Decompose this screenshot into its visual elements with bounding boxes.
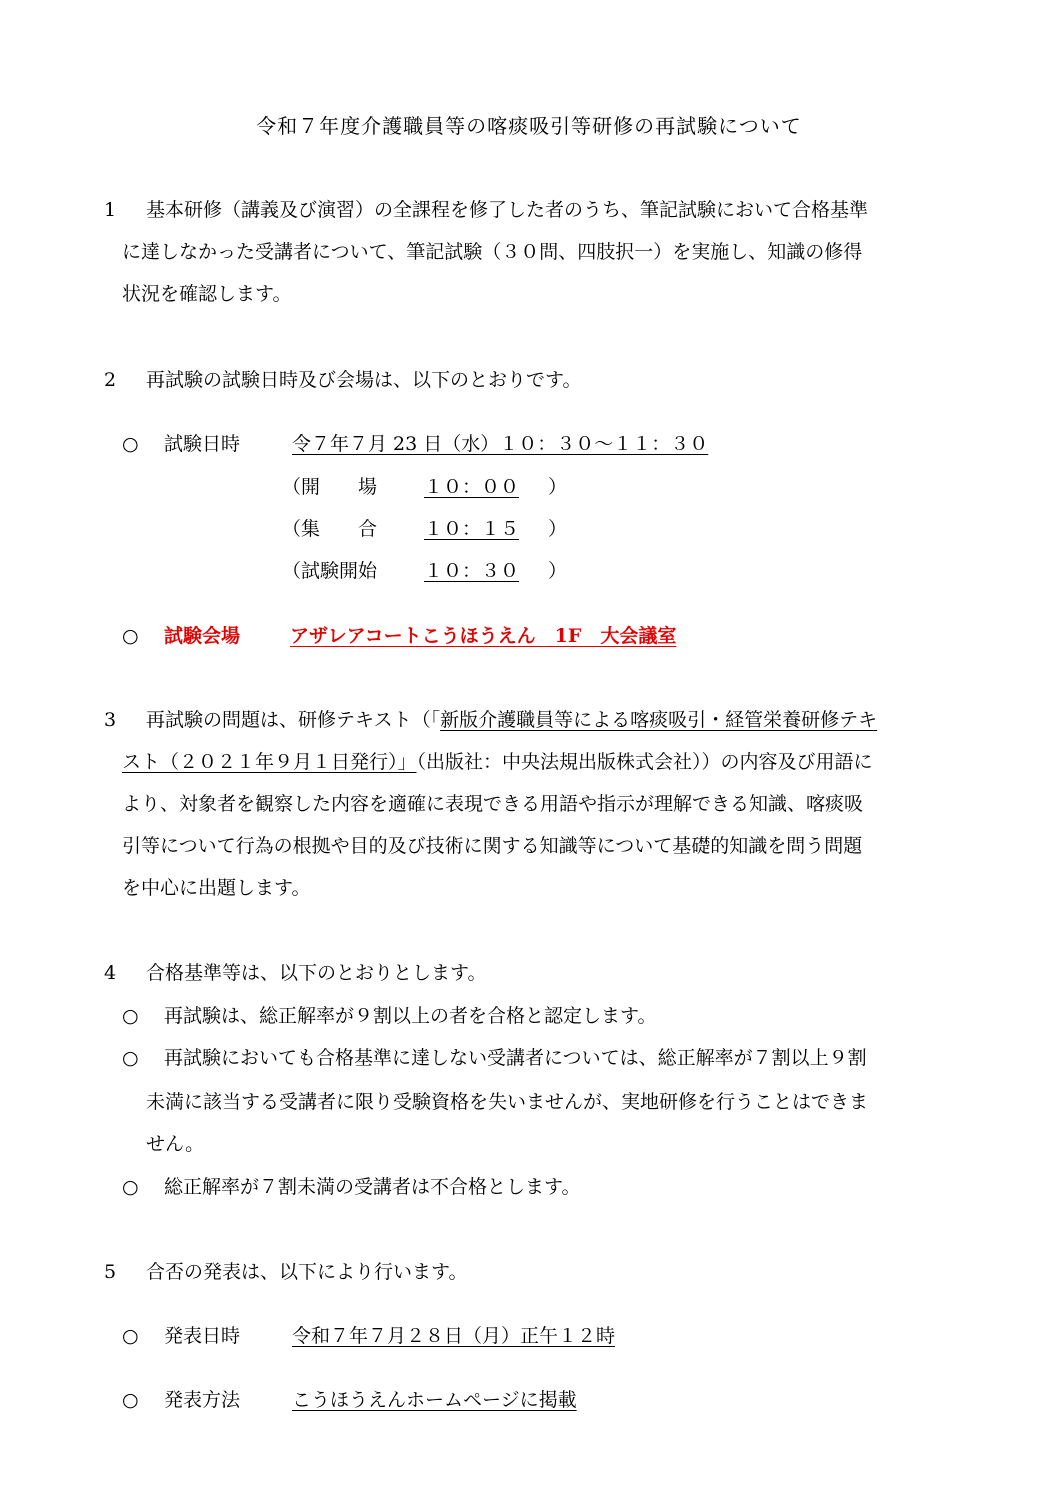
bullet-icon: ○ bbox=[122, 1325, 139, 1347]
criteria-partial-line-2: 未満に該当する受講者に限り受験資格を失いませんが、実地研修を行うことはできま bbox=[146, 1091, 869, 1113]
criteria-fail: 総正解率が７割未満の受講者は不合格とします。 bbox=[164, 1176, 581, 1198]
section-number: 2 bbox=[104, 369, 117, 391]
criteria-pass: 再試験は、総正解率が９割以上の者を合格と認定します。 bbox=[164, 1005, 657, 1027]
section-number: 1 bbox=[104, 199, 117, 221]
section-number: 3 bbox=[104, 709, 117, 731]
criteria-partial-line-1: 再試験においても合格基準に達しない受講者については、総正解率が７割以上９割 bbox=[164, 1047, 867, 1069]
criteria-partial-line-3: せん。 bbox=[146, 1133, 205, 1155]
section-number: 5 bbox=[104, 1261, 117, 1283]
section-3-line-1-prefix: 再試験の問題は、研修テキスト（「 bbox=[146, 709, 441, 731]
announce-method-value: こうほうえんホームページに掲載 bbox=[292, 1389, 577, 1411]
section-5-heading: 合否の発表は、以下により行います。 bbox=[146, 1261, 468, 1283]
exam-date-value: 令７年７月 23 日（水）１０：３０～１１：３０ bbox=[292, 433, 709, 455]
bullet-icon: ○ bbox=[122, 625, 139, 647]
bullet-icon: ○ bbox=[122, 433, 139, 455]
venue-value: アザレアコートこうほうえん 1F 大会議室 bbox=[290, 625, 677, 647]
textbook-title-part-2: スト（２０２１年９月１日発行）」 bbox=[122, 751, 417, 773]
close-paren: ） bbox=[548, 476, 568, 498]
start-value: １０：３０ bbox=[424, 560, 520, 582]
bullet-icon: ○ bbox=[122, 1389, 139, 1411]
section-3-line-2 bbox=[122, 748, 873, 776]
section-3-line-5: を中心に出題します。 bbox=[122, 877, 311, 899]
page-title: 令和７年度介護職員等の喀痰吸引等研修の再試験について bbox=[256, 114, 802, 138]
section-1-line-3: 状況を確認します。 bbox=[122, 283, 292, 305]
section-3-line-3: より、対象者を観察した内容を適確に表現できる用語や指示が理解できる知識、喀痰吸 bbox=[122, 793, 864, 815]
start-label: （試験開始 bbox=[282, 560, 378, 582]
announce-method-label: 発表方法 bbox=[164, 1389, 241, 1411]
section-number: 4 bbox=[104, 962, 117, 984]
venue-label: 試験会場 bbox=[164, 625, 241, 647]
close-paren: ） bbox=[548, 560, 568, 582]
bullet-icon: ○ bbox=[122, 1176, 139, 1198]
section-1-line-2: に達しなかった受講者について、筆記試験（３０問、四肢択一）を実施し、知識の修得 bbox=[122, 241, 863, 263]
assembly-value: １０：１５ bbox=[424, 518, 520, 540]
bullet-icon: ○ bbox=[122, 1047, 139, 1069]
exam-date-label: 試験日時 bbox=[164, 433, 241, 455]
section-4-heading: 合格基準等は、以下のとおりとします。 bbox=[146, 962, 487, 984]
announce-date-value: 令和７年７月２８日（月）正午１２時 bbox=[292, 1325, 616, 1347]
section-2-heading: 再試験の試験日時及び会場は、以下のとおりです。 bbox=[146, 369, 582, 391]
textbook-title-part-1: 新版介護職員等による喀痰吸引・経管栄養研修テキ bbox=[440, 709, 878, 731]
section-3-line-1 bbox=[146, 706, 877, 734]
close-paren: ） bbox=[548, 518, 568, 540]
announce-date-label: 発表日時 bbox=[164, 1325, 241, 1347]
section-3-line-2-suffix: （出版社：中央法規出版株式会社））の内容及び用語に bbox=[416, 751, 873, 773]
section-1-line-1: 基本研修（講義及び演習）の全課程を修了した者のうち、筆記試験において合格基準 bbox=[146, 199, 869, 221]
section-3-line-4: 引等について行為の根拠や目的及び技術に関する知識等について基礎的知識を問う問題 bbox=[122, 835, 863, 857]
opening-value: １０：００ bbox=[424, 476, 520, 498]
assembly-label: （集 合 bbox=[282, 518, 378, 540]
bullet-icon: ○ bbox=[122, 1005, 139, 1027]
opening-label: （開 場 bbox=[282, 476, 378, 498]
